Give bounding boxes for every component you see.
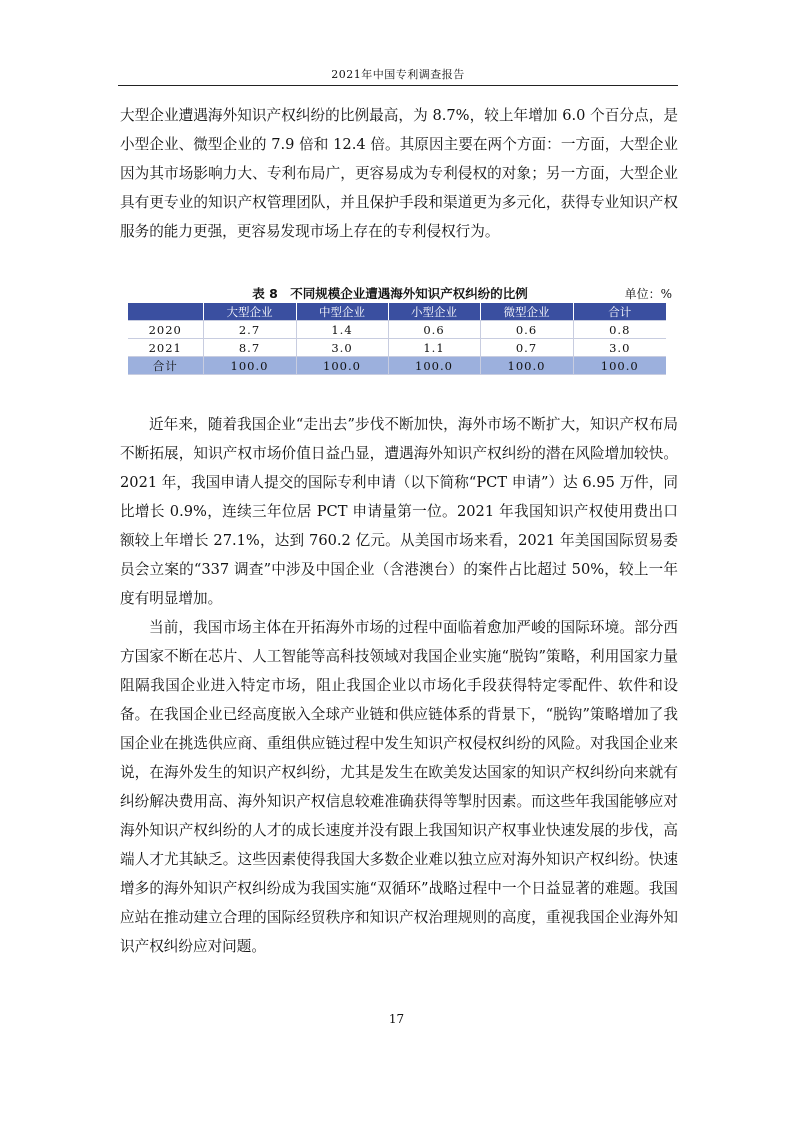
table-cell: 1.4	[296, 321, 388, 339]
table-row	[128, 339, 666, 357]
header-cell-total: 合计	[573, 303, 666, 321]
table-title: 表 8 不同规模企业遭遇海外知识产权纠纷的比例	[252, 286, 528, 301]
table-cell: 2.7	[203, 321, 296, 339]
header-cell-large: 大型企业	[203, 303, 296, 321]
page-number: 17	[388, 1012, 405, 1026]
header-cell-medium: 中型企业	[296, 303, 388, 321]
header-cell-corner	[128, 303, 203, 321]
table-row	[128, 321, 666, 339]
table-cell: 8.7	[203, 339, 296, 357]
row-label: 2021	[128, 339, 203, 357]
paragraph-3: 当前，我国市场主体在开拓海外市场的过程中面临着愈加严峻的国际环境。部分西方国家不断在芯片、人工智能等高科技领域对我国企业实施“脱钩”策略，利用国家力量阻隔我国企业进入特定市场，阻止我国企业以市场化手段获得特定零配件、软件和设备。在我国企业已经高度嵌入全球产业链和供应链体系的背景下，“脱钩”策略增加了我国企业在挑选供应商、重组供应链过程中发生知识产权侵权纠纷的风险。对我国企业来说，在海外发生的知识产权纠纷，尤其是发生在欧美发达国家的知识产权纠纷向来就有纠纷解决费用高、海外知识产权信息较难准确获得等掣肘因素。而这些年我国能够应对海外知识产权纠纷的人才的成长速度并没有跟上我国知识产权事业快速发展的步伐，高端人才尤其缺乏。这些因素使得我国大多数企业难以独立应对海外知识产权纠纷。快速增多的海外知识产权纠纷成为我国实施“双循环”战略过程中一个日益显著的难题。我国应站在推动建立合理的国际经贸秩序和知识产权治理规则的高度，重视我国企业海外知识产权纠纷应对问题。	[120, 619, 678, 955]
table-total-row	[128, 357, 666, 375]
table-cell: 0.6	[480, 321, 573, 339]
data-table	[128, 303, 666, 375]
table-cell: 100.0	[388, 357, 480, 375]
table-cell: 1.1	[388, 339, 480, 357]
paragraph-1: 大型企业遭遇海外知识产权纠纷的比例最高，为 8.7%，较上年增加 6.0 个百分点，是小型企业、微型企业的 7.9 倍和 12.4 倍。其原因主要在两个方面：一方面，大型企业因为其市场影响力大、专利布局广，更容易成为专利侵权的对象；另一方面，大型企业具有更专业的知识产权管理团队，并且保护手段和渠道更为多元化，获得专业知识产权服务的能力更强，更容易发现市场上存在的专利侵权行为。	[120, 107, 678, 240]
row-label: 合计	[128, 357, 203, 375]
table-header-row	[128, 303, 666, 321]
table-cell: 3.0	[573, 339, 666, 357]
header-cell-micro: 微型企业	[480, 303, 573, 321]
table-cell: 100.0	[573, 357, 666, 375]
table-cell: 3.0	[296, 339, 388, 357]
table-cell: 100.0	[203, 357, 296, 375]
header-cell-small: 小型企业	[388, 303, 480, 321]
table-unit: 单位：%	[624, 287, 672, 301]
row-label: 2020	[128, 321, 203, 339]
table-cell: 100.0	[296, 357, 388, 375]
table-cell: 0.7	[480, 339, 573, 357]
table-cell: 0.6	[388, 321, 480, 339]
table-cell: 0.8	[573, 321, 666, 339]
paragraph-2: 近年来，随着我国企业“走出去”步伐不断加快，海外市场不断扩大，知识产权布局不断拓展，知识产权市场价值日益凸显，遭遇海外知识产权纠纷的潜在风险增加较快。2021 年，我国申请人提交的国际专利申请（以下简称“PCT 申请”）达 6.95 万件，同比增长 0.9%，连续三年位居 PCT 申请量第一位。2021 年我国知识产权使用费出口额较上年增长 27.1%，达到 760.2 亿元。从美国市场来看，2021 年美国国际贸易委员会立案的“337 调查”中涉及中国企业（含港澳台）的案件占比超过 50%，较上一年度有明显增加。	[120, 416, 678, 607]
table-cell: 100.0	[480, 357, 573, 375]
header-divider	[118, 85, 678, 86]
running-header: 2021年中国专利调查报告	[331, 68, 465, 81]
